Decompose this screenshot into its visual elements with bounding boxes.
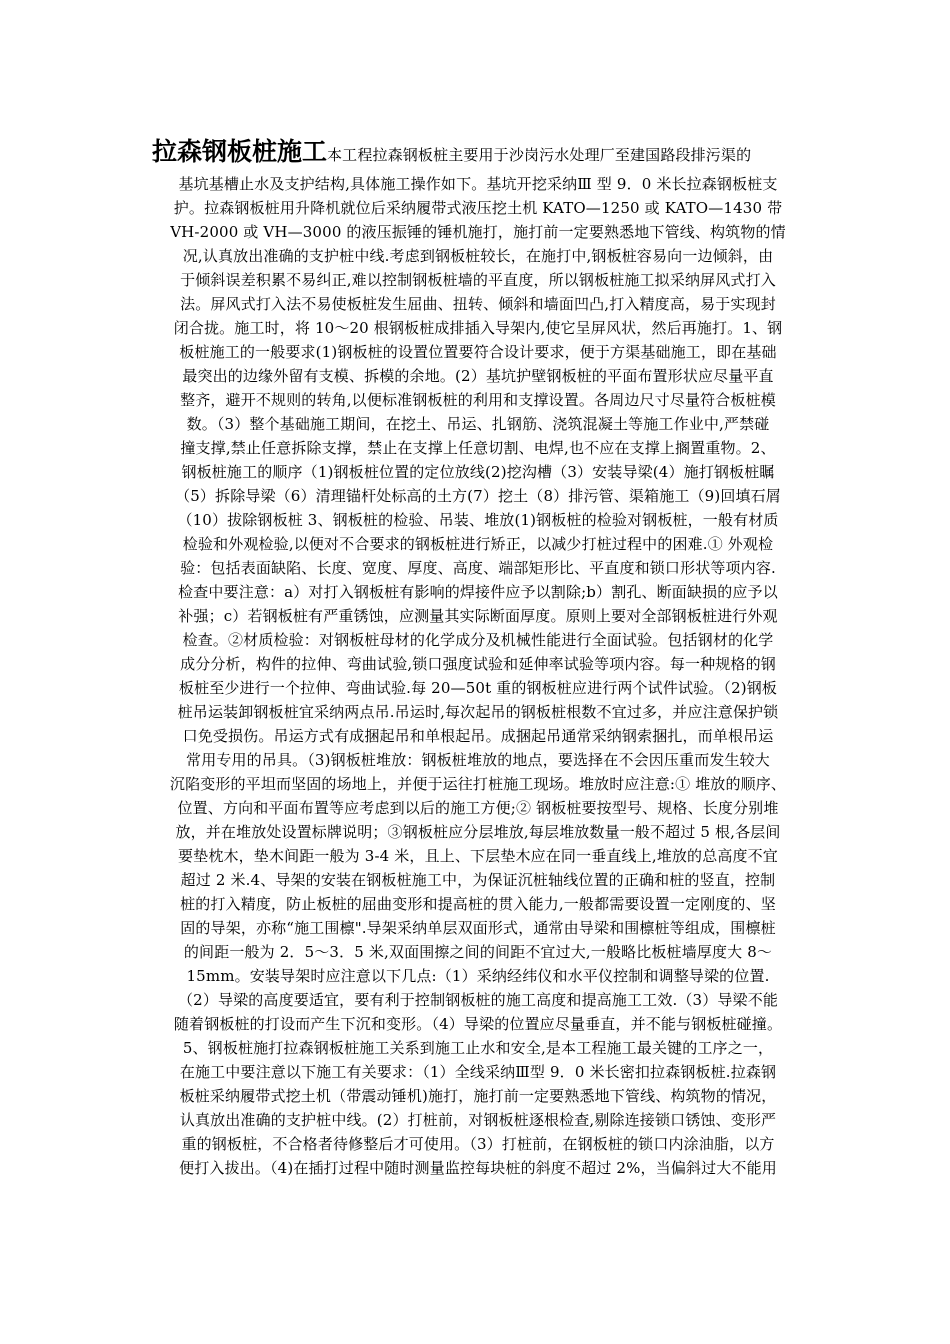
body-text-line: 桩的打入精度，防止板桩的屈曲变形和提高桩的贯入能力,一般都需要设置一定刚度的、坚 — [180, 895, 776, 913]
body-text-line: VH-2000 或 VH—3000 的液压振锤的锤机施打，施打前一定要熟悉地下管线、构筑物的情 — [170, 223, 786, 241]
body-text-line: 撞支撑,禁止任意拆除支撑，禁止在支撑上任意切割、电焊,也不应在支撑上搁置重物。2、 — [180, 439, 776, 457]
body-text-line: 成分分析，构件的拉伸、弯曲试验,锁口强度试验和延伸率试验等项内容。每一种规格的钢 — [180, 655, 776, 673]
body-text-line: 于倾斜误差积累不易纠正,难以控制钢板桩墙的平直度，所以钢板桩施工拟采纳屏风式打入 — [180, 271, 776, 289]
body-text-line: 板桩至少进行一个拉伸、弯曲试验.每 20—50t 重的钢板桩应进行两个试件试验。（2)钢板 — [178, 679, 778, 697]
body-text-line: 15mm。安装导架时应注意以下几点:（1）采纳经纬仪和水平仪控制和调整导梁的位置. — [186, 967, 770, 985]
body-text-line: 在施工中要注意以下施工有关要求：（1）全线采纳Ⅲ型 9．0 米长密扣拉森钢板桩.拉森钢 — [179, 1063, 777, 1081]
body-text-line: 数。（3）整个基础施工期间，在挖土、吊运、扎钢筋、浇筑混凝土等施工作业中,严禁碰 — [186, 415, 770, 433]
body-text-line: 最突出的边缘外留有支模、拆模的余地。(2）基坑护壁钢板桩的平面布置形状应尽量平直 — [182, 367, 774, 385]
body-text-line: 验：包括表面缺陷、长度、宽度、厚度、高度、端部矩形比、平直度和锁口形状等项内容. — [180, 559, 776, 577]
first-line — [146, 132, 810, 172]
body-text-line: （2）导梁的高度要适宜，要有利于控制钢板桩的施工高度和提高施工工效.（3）导梁不能 — [177, 991, 778, 1009]
title-continuation: 本工程拉森钢板桩主要用于沙岗污水处理厂至建国路段排污渠的 — [327, 146, 752, 164]
body-text-line: 位置、方向和平面布置等应考虑到以后的施工方便;② 钢板桩要按型号、规格、长度分别堆 — [177, 799, 779, 817]
body-text-line: 基坑基槽止水及支护结构,具体施工操作如下。基坑开挖采纳Ⅲ 型 9．0 米长拉森钢板桩支 — [178, 175, 778, 193]
body-text-line: 检查中要注意：a）对打入钢板桩有影响的焊接件应予以割除;b）割孔、断面缺损的应予以 — [178, 583, 778, 601]
body-text-line: 常用专用的吊具。（3)钢板桩堆放：钢板桩堆放的地点，要选择在不会因压重而发生较大 — [186, 751, 770, 769]
body-text-line: （10）拔除钢板桩 3、钢板桩的检验、吊装、堆放(1)钢板桩的检验对钢板桩，一般有材质 — [177, 511, 779, 529]
body-text-line: 法。屏风式打入法不易使板桩发生屈曲、扭转、倾斜和墙面凹凸,打入精度高，易于实现封 — [180, 295, 776, 313]
document-body — [146, 132, 810, 1180]
body-text-line: （5）拆除导梁（6）清理锚杆处标高的土方(7）挖土（8）排污管、渠箱施工（9)回填石屑 — [175, 487, 781, 505]
body-text-line: 的间距一般为 2．5～3．5 米,双面围擦之间的间距不宜过大,一般略比板桩墙厚度大 8～ — [183, 943, 773, 961]
body-text-line: 检验和外观检验,以便对不合要求的钢板桩进行矫正，以减少打桩过程中的困难.① 外观检 — [182, 535, 774, 553]
body-text-line: 板桩施工的一般要求(1)钢板桩的设置位置要符合设计要求，便于方渠基础施工，即在基础 — [179, 343, 777, 361]
body-text-line: 放，并在堆放处设置标牌说明；③钢板桩应分层堆放,每层堆放数量一般不超过 5 根,各层间 — [175, 823, 781, 841]
body-text-line: 检查。②材质检验：对钢板桩母材的化学成分及机械性能进行全面试验。包括钢材的化学 — [182, 631, 774, 649]
body-text-line: 桩吊运装卸钢板桩宜采纳两点吊.吊运时,每次起吊的钢板桩根数不宜过多，并应注意保护锁 — [177, 703, 779, 721]
body-text-line: 认真放出准确的支护桩中线。(2）打桩前，对钢板桩逐根检查,剔除连接锁口锈蚀、变形严 — [179, 1111, 777, 1129]
body-text-line: 整齐，避开不规则的转角,以便标准钢板桩的利用和支撑设置。各周边尺寸尽量符合板桩模 — [180, 391, 776, 409]
body-text-line: 超过 2 米.4、导架的安装在钢板桩施工中，为保证沉桩轴线位置的正确和桩的竖直，控制 — [180, 871, 776, 889]
body-text-line: 沉陷变形的平坦而坚固的场地上，并便于运往打桩施工现场。堆放时应注意:① 堆放的顺序、 — [169, 775, 787, 793]
body-text-line: 板桩采纳履带式挖土机（带震动锤机)施打，施打前一定要熟悉地下管线、构筑物的情况， — [179, 1087, 777, 1105]
body-text-line: 要垫枕木，垫木间距一般为 3-4 米，且上、下层垫木应在同一垂直线上,堆放的总高度不宜 — [178, 847, 778, 865]
body-text-line: 随着钢板桩的打设而产生下沉和变形。（4）导梁的位置应尽量垂直，并不能与钢板桩碰撞。 — [173, 1015, 783, 1033]
body-text-line: 5、钢板桩施打拉森钢板桩施工关系到施工止水和安全,是本工程施工最关键的工序之一， — [182, 1039, 774, 1057]
body-text-line: 护。拉森钢板桩用升降机就位后采纳履带式液压挖土机 KATO—1250 或 KATO—1430 带 — [173, 199, 783, 217]
body-text-line: 况,认真放出准确的支护桩中线.考虑到钢板桩较长，在施打中,钢板桩容易向一边倾斜，由 — [182, 247, 774, 265]
body-text-line: 固的导架，亦称“施工围檩".导架采纳单层双面形式，通常由导梁和围檩桩等组成，围檩桩 — [180, 919, 776, 937]
body-text-line: 口免受损伤。吊运方式有成捆起吊和单根起吊。成捆起吊通常采纳钢索捆扎，而单根吊运 — [182, 727, 774, 745]
body-text-line: 便打入拔出。（4)在插打过程中随时测量监控每块桩的斜度不超过 2%，当偏斜过大不能用 — [179, 1159, 777, 1177]
body-text-line: 钢板桩施工的顺序（1)钢板桩位置的定位放线(2)挖沟槽（3）安装导梁(4）施打钢板桩瞩 — [181, 463, 775, 481]
document-title: 拉森钢板桩施工 — [152, 137, 328, 166]
body-text-line: 闭合拢。施工时，将 10～20 根钢板桩成排插入导架内,使它呈屏风状，然后再施打。1、钢 — [173, 319, 783, 337]
body-text-line: 重的钢板桩，不合格者待修整后才可使用。（3）打桩前，在钢板桩的锁口内涂油脂，以方 — [181, 1135, 775, 1153]
body-text-line: 补强；c）若钢板桩有严重锈蚀，应测量其实际断面厚度。原则上要对全部钢板桩进行外观 — [178, 607, 778, 625]
